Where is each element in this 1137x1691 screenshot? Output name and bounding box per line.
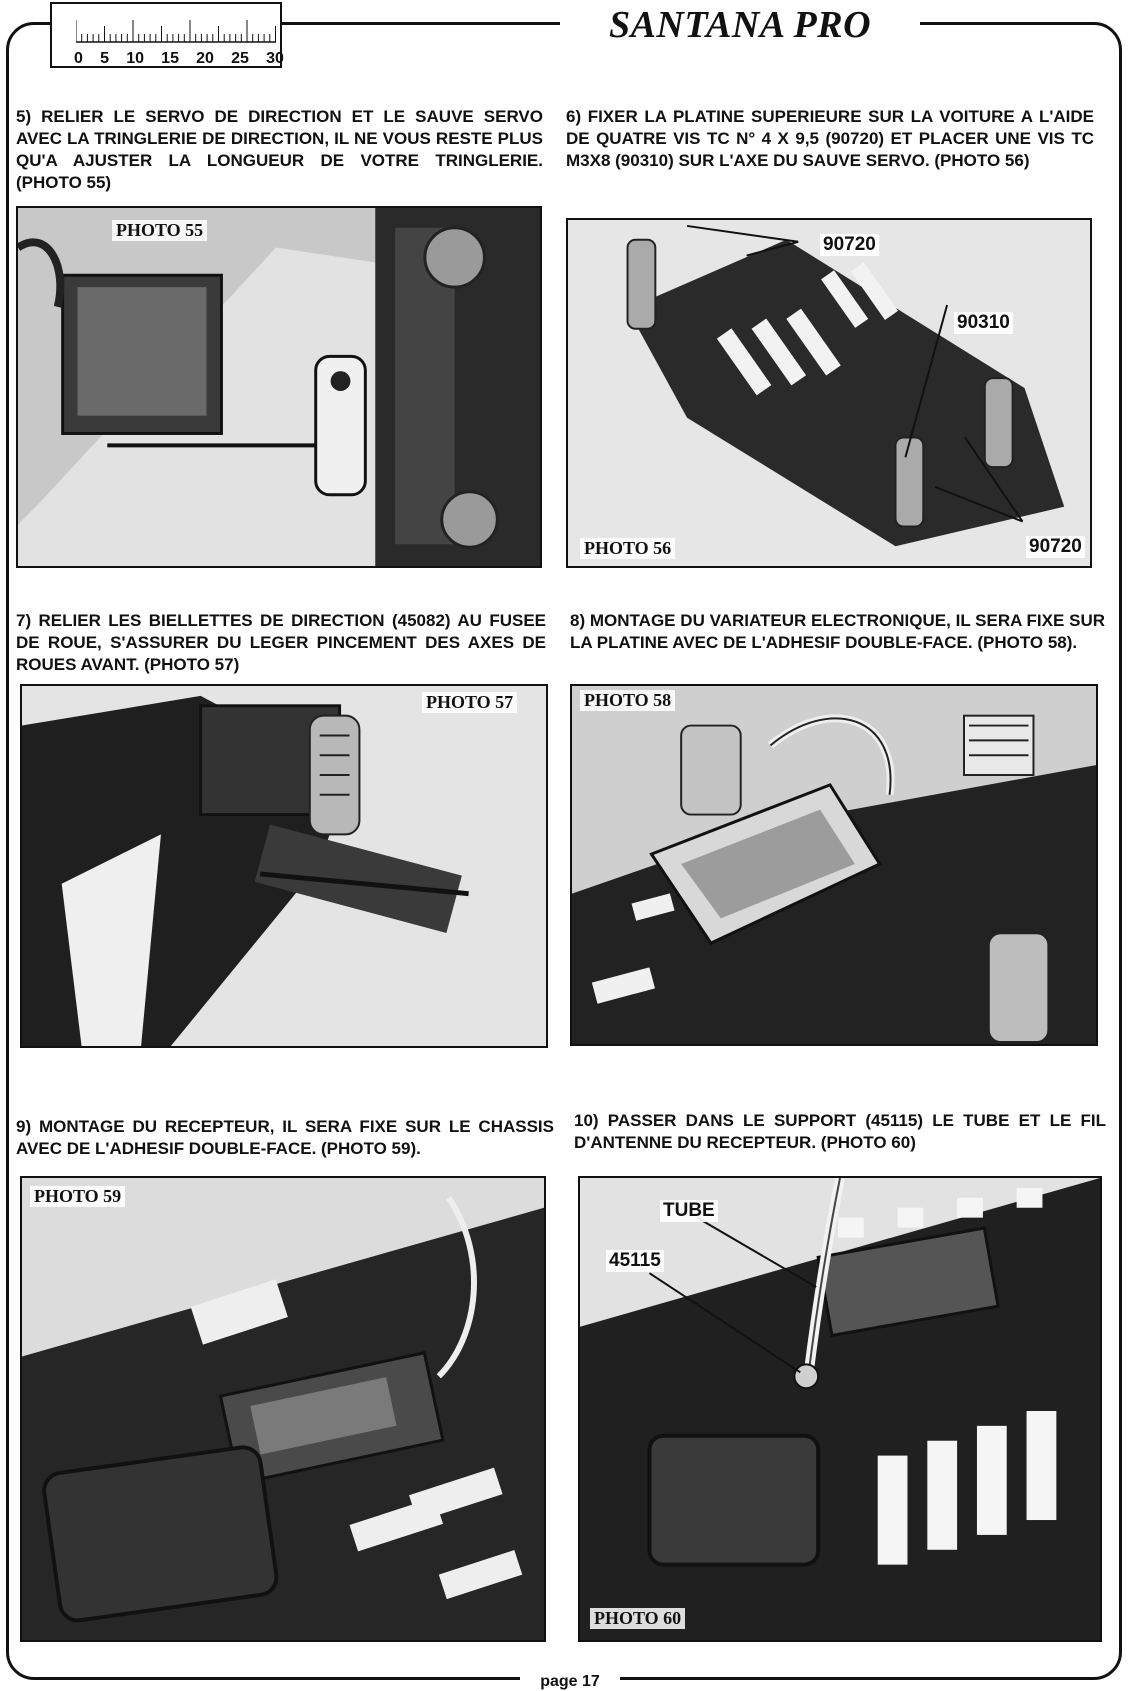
step-7-text: 7) RELIER LES BIELLETTES DE DIRECTION (45082) AU FUSEE DE ROUE, S'ASSURER DU LEGER PINCEMENT DES AXES DE ROUES AVANT. (PHOTO 57) <box>16 611 546 674</box>
photo-57-label: PHOTO 57 <box>422 692 517 713</box>
ruler-label: 10 <box>126 50 144 67</box>
photo-57-illustration <box>22 686 546 1046</box>
ruler-label: 15 <box>161 50 179 67</box>
title-block <box>560 0 920 50</box>
photo-56-label: PHOTO 56 <box>580 538 675 559</box>
page-title: SANTANA PRO <box>608 4 872 46</box>
step-5-text: 5) RELIER LE SERVO DE DIRECTION ET LE SAUVE SERVO AVEC LA TRINGLERIE DE DIRECTION, IL NE VOUS RESTE PLUS QU'A AJUSTER LA LONGUEUR DE VOTRE TRINGLERIE. (PHOTO 55) <box>16 107 543 192</box>
ruler-label: 0 <box>74 50 83 67</box>
photo-56 <box>566 218 1092 568</box>
photo-58-illustration <box>572 686 1096 1044</box>
step-8-text: 8) MONTAGE DU VARIATEUR ELECTRONIQUE, IL SERA FIXE SUR LA PLATINE AVEC DE L'ADHESIF DOUBLE-FACE. (PHOTO 58). <box>570 611 1105 652</box>
photo-55 <box>16 206 542 568</box>
page-number: page 17 <box>540 1673 600 1690</box>
photo-59-illustration <box>22 1178 544 1640</box>
photo-59 <box>20 1176 546 1642</box>
step-10-text: 10) PASSER DANS LE SUPPORT (45115) LE TUBE ET LE FIL D'ANTENNE DU RECEPTEUR. (PHOTO 60) <box>574 1111 1106 1152</box>
photo-55-illustration <box>18 208 540 566</box>
ruler-label: 30 <box>266 50 284 67</box>
callout-90310: 90310 <box>954 312 1013 334</box>
photo-57 <box>20 684 548 1048</box>
photo-60-illustration <box>580 1178 1100 1640</box>
callout-45115: 45115 <box>606 1250 664 1272</box>
photo-58-label: PHOTO 58 <box>580 690 675 711</box>
ruler-label: 25 <box>231 50 249 67</box>
ruler-label: 20 <box>196 50 214 67</box>
photo-60-label: PHOTO 60 <box>590 1608 685 1629</box>
ruler-label: 5 <box>100 50 109 67</box>
photo-55-label: PHOTO 55 <box>112 220 207 241</box>
step-9-text: 9) MONTAGE DU RECEPTEUR, IL SERA FIXE SUR LE CHASSIS AVEC DE L'ADHESIF DOUBLE-FACE. (PHOTO 59). <box>16 1117 554 1158</box>
ruler-ticks <box>76 14 276 44</box>
callout-90720-bottom: 90720 <box>1026 536 1085 558</box>
footer <box>520 1672 620 1691</box>
callout-90720-top: 90720 <box>820 234 879 256</box>
step-6-text: 6) FIXER LA PLATINE SUPERIEURE SUR LA VOITURE A L'AIDE DE QUATRE VIS TC N° 4 X 9,5 (90720) ET PLACER UNE VIS TC M3X8 (90310) SUR L'AXE DU SAUVE SERVO. (PHOTO 56) <box>566 107 1094 170</box>
callout-tube: TUBE <box>660 1200 718 1222</box>
ruler-labels <box>74 50 284 68</box>
photo-56-illustration <box>568 220 1090 566</box>
photo-58 <box>570 684 1098 1046</box>
scale-ruler <box>50 2 282 68</box>
photo-60 <box>578 1176 1102 1642</box>
photo-59-label: PHOTO 59 <box>30 1186 125 1207</box>
